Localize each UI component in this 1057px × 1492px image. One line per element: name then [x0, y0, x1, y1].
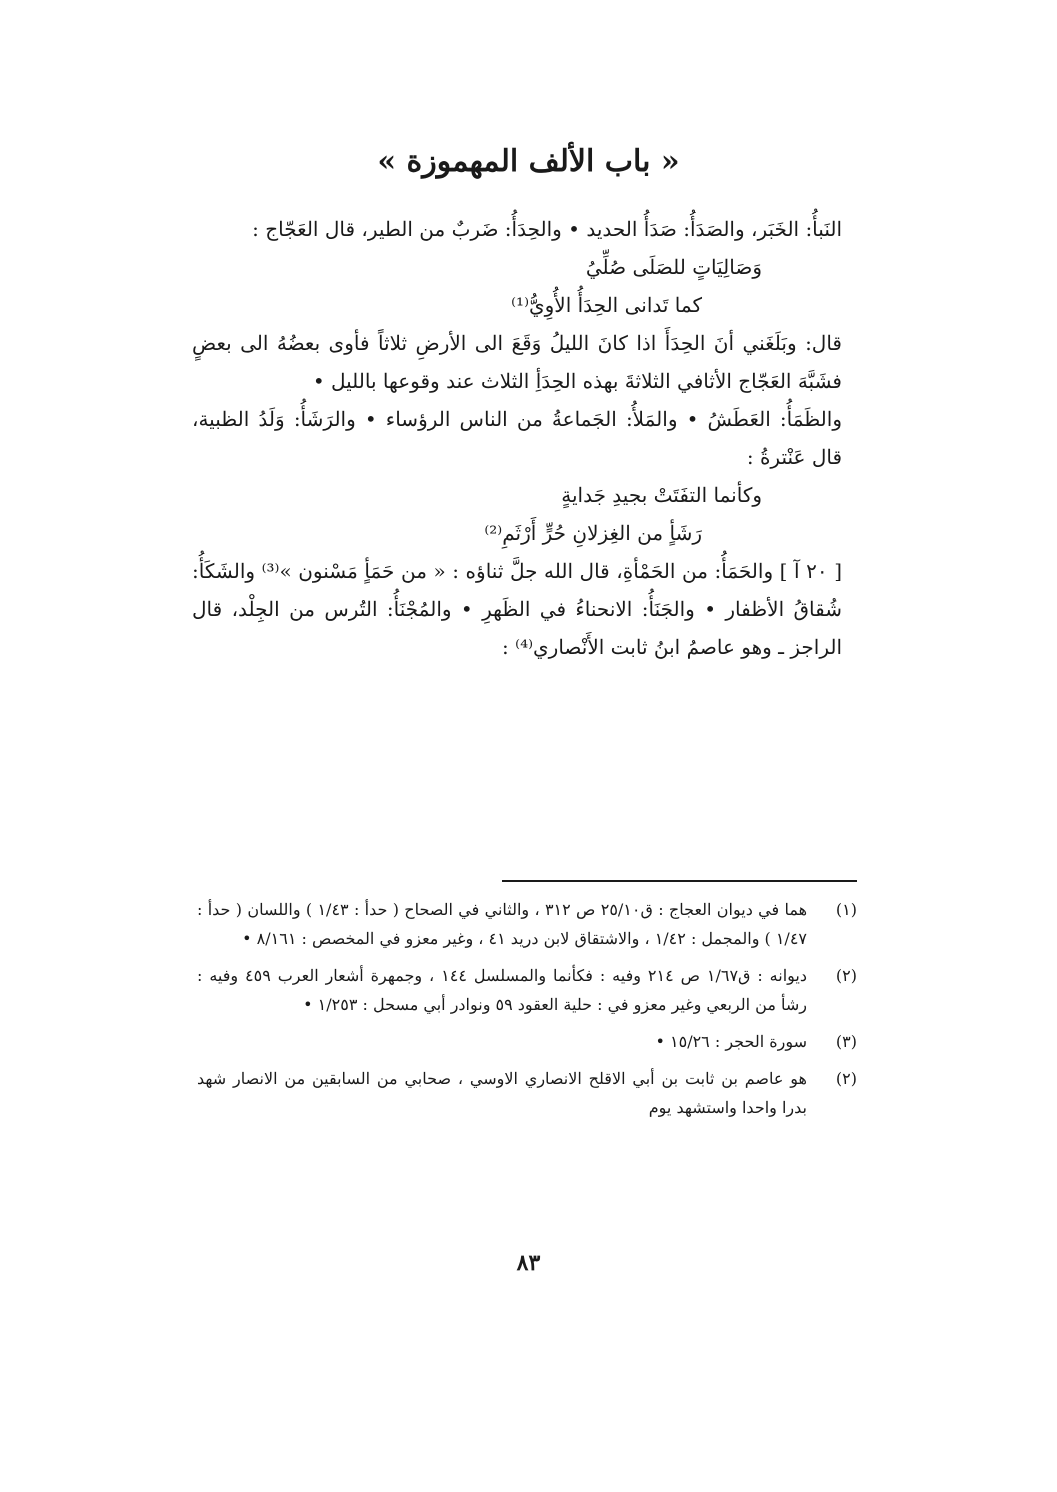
footnote-text: سورة الحجر : ١٥/٢٦ • — [655, 1032, 807, 1051]
footnote-number: (٣) — [835, 1032, 857, 1051]
footnote-text: هو عاصم بن ثابت بن أبي الاقلح الانصاري الاوسي ، صحابي من السابقين من الانصار شهد بدرا واحدا واستشهد يوم — [197, 1069, 807, 1117]
footnote — [197, 1027, 857, 1056]
footnote — [197, 961, 857, 1019]
footnote — [197, 1064, 857, 1122]
verse-1-line-2: كما تَدانى الحِدَأُ الأُوِيُّ⁽¹⁾ — [511, 293, 702, 317]
paragraph-1: النَبأُ: الخَبَر، والصَدَأُ: صَدَأُ الحديد • والحِدَأُ: ضَربٌ من الطير، قال العَجّاج : — [252, 217, 842, 241]
footnote — [197, 895, 857, 953]
footnote-text: ديوانه : ق١/٦٧ ص ٢١٤ وفيه : فكأنما والمسلسل ١٤٤ ، وجمهرة أشعار العرب ٤٥٩ وفيه : رشأ من الربعي وغير معزو في : حلية العقود ٥٩ ونوادر أبي مسحل : ١/٢٥٣ • — [197, 966, 807, 1014]
chapter-title: « باب الألف المهموزة » — [377, 144, 680, 179]
verse-1-line-1: وَصَالِيَاتٍ للصَلَى صُلِّيُ — [585, 255, 762, 279]
paragraph-4: [ ٢٠ آ ] والحَمَأُ: من الحَمْأةِ، قال الله جلَّ ثناؤه : « من حَمَأٍ مَسْنون »⁽³⁾ والشَكَأُ: شُقاقُ الأظفار • والجَنَأُ: الانحناءُ في الظَهرِ • والمُجْنَأُ: التُرس من الجِلْد، قال الراجز ـ وهو عاصمُ ابنُ ثابت الأَنْصاري⁽⁴⁾ : — [192, 559, 842, 659]
footnotes — [197, 895, 857, 1130]
paragraph-2: قال: وبَلَغَني أنَ الحِدَأَ اذا كانَ الليلُ وَقَعَ الى الأرضِ ثلاثاً فأوى بعضُهُ الى بعضٍ فشَبَّهَ العَجّاج الأثافي الثلاثةَ بهذه الحِدَأِ الثلاث عند وقوعها بالليل • — [192, 331, 842, 393]
footnote-number: (٢) — [835, 966, 857, 985]
footnote-divider — [502, 880, 857, 882]
main-text — [192, 210, 842, 666]
verse-2-line-1: وكأنما التفَتَتْ بجيدِ جَدايةٍ — [561, 483, 762, 507]
footnote-number: (١) — [835, 900, 857, 919]
footnote-text: هما في ديوان العجاج : ق٢٥/١٠ ص ٣١٢ ، والثاني في الصحاح ( حدأ : ١/٤٣ ) واللسان ( حدأ : ١/٤٧ ) والمجمل : ١/٤٢ ، والاشتقاق لابن دريد ٤١ ، وغير معزو في المخصص : ٨/١٦١ • — [197, 900, 808, 948]
paragraph-3: والظَمَأُ: العَطَشُ • والمَلأُ: الجَماعةُ من الناس الرؤساء • والرَشَأُ: وَلَدُ الظبية، قال عَنْترةُ : — [192, 407, 842, 469]
footnote-number: (٢) — [835, 1069, 857, 1088]
verse-2-line-2: رَشَأٍ من الغِزلانِ حُرٍّ أَرْثَمِ⁽²⁾ — [484, 521, 702, 545]
page-number: ٨٣ — [516, 1250, 541, 1276]
